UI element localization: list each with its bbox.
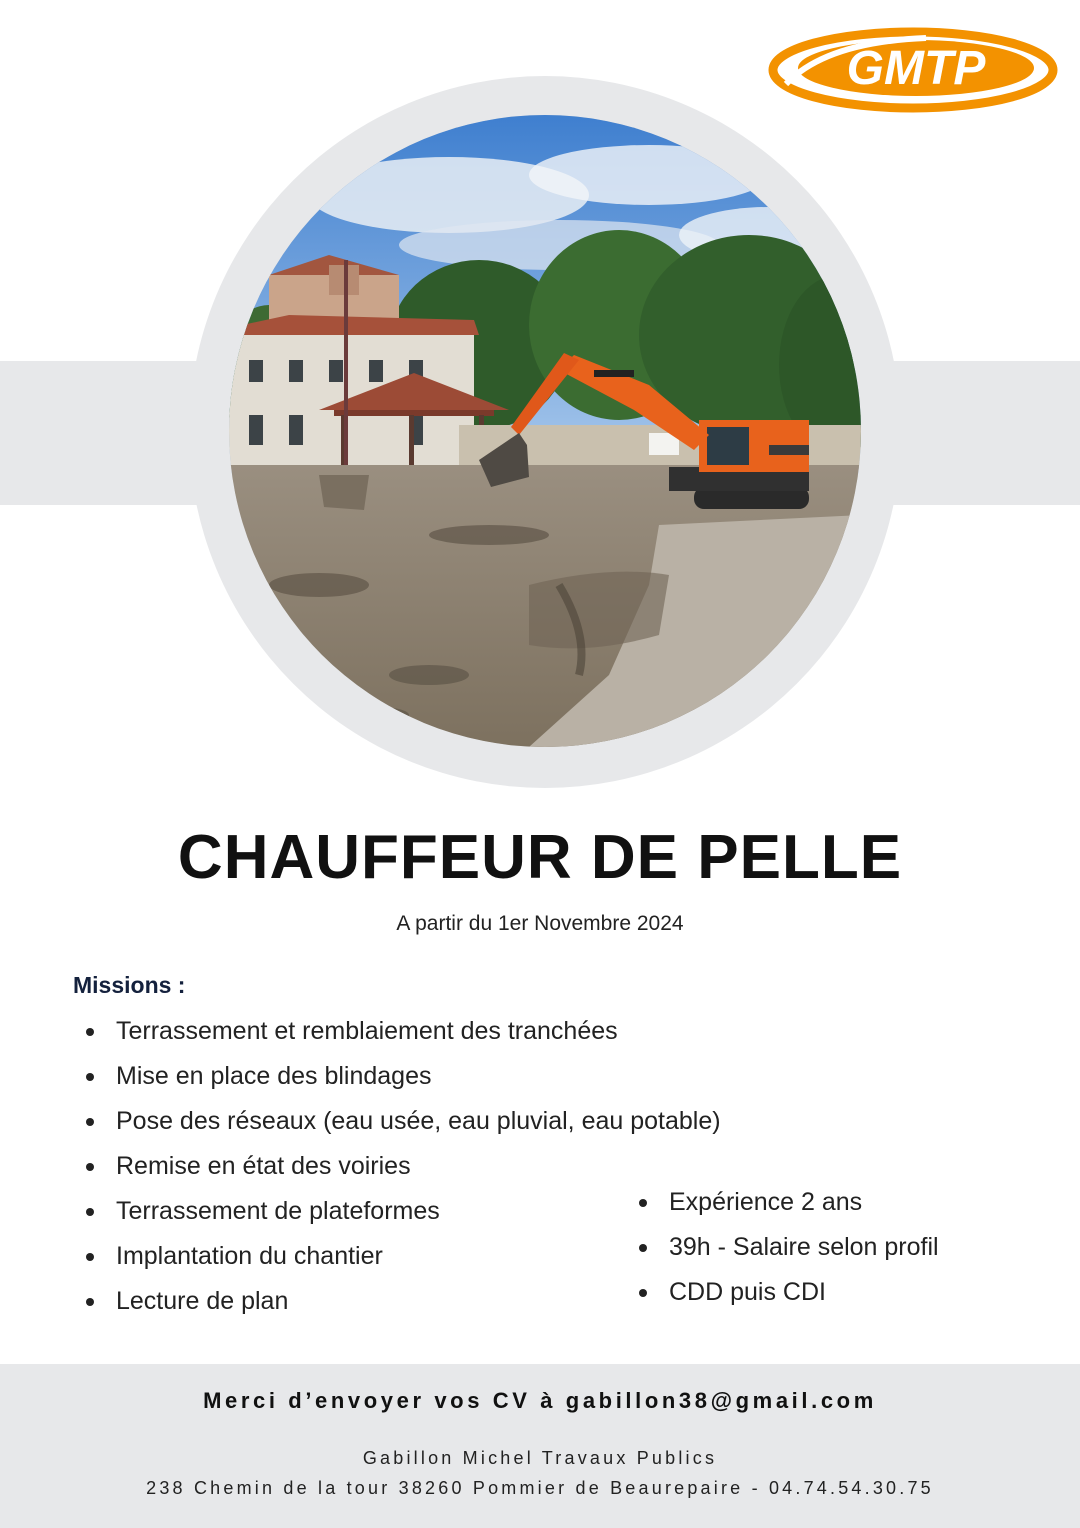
missions-heading: Missions : xyxy=(73,972,186,998)
list-item: CDD puis CDI xyxy=(625,1277,939,1322)
svg-text:GMTP: GMTP xyxy=(846,42,986,95)
start-date: A partir du 1er Novembre 2024 xyxy=(396,912,684,935)
list-item: Implantation du chantier xyxy=(72,1241,721,1286)
list-item: Mise en place des blindages xyxy=(72,1061,721,1106)
list-item: Expérience 2 ans xyxy=(625,1187,939,1232)
job-title: CHAUFFEUR DE PELLE xyxy=(177,823,903,892)
list-item: Remise en état des voiries xyxy=(72,1151,721,1196)
company-address: 238 Chemin de la tour 38260 Pommier de Beaurepaire - 04.74.54.30.75 xyxy=(146,1478,934,1498)
list-item: Pose des réseaux (eau usée, eau pluvial, eau potable) xyxy=(72,1106,721,1151)
hero-photo xyxy=(229,115,861,747)
list-item: 39h - Salaire selon profil xyxy=(625,1232,939,1277)
conditions-list xyxy=(625,1187,939,1322)
contact-email-line: Merci d’envoyer vos CV à gabillon38@gmail.com xyxy=(203,1388,877,1413)
list-item: Lecture de plan xyxy=(72,1286,721,1331)
missions-list xyxy=(72,1016,721,1331)
company-name: Gabillon Michel Travaux Publics xyxy=(362,1448,718,1468)
list-item: Terrassement de plateformes xyxy=(72,1196,721,1241)
list-item: Terrassement et remblaiement des tranchées xyxy=(72,1016,721,1061)
gmtp-logo xyxy=(766,24,1060,116)
